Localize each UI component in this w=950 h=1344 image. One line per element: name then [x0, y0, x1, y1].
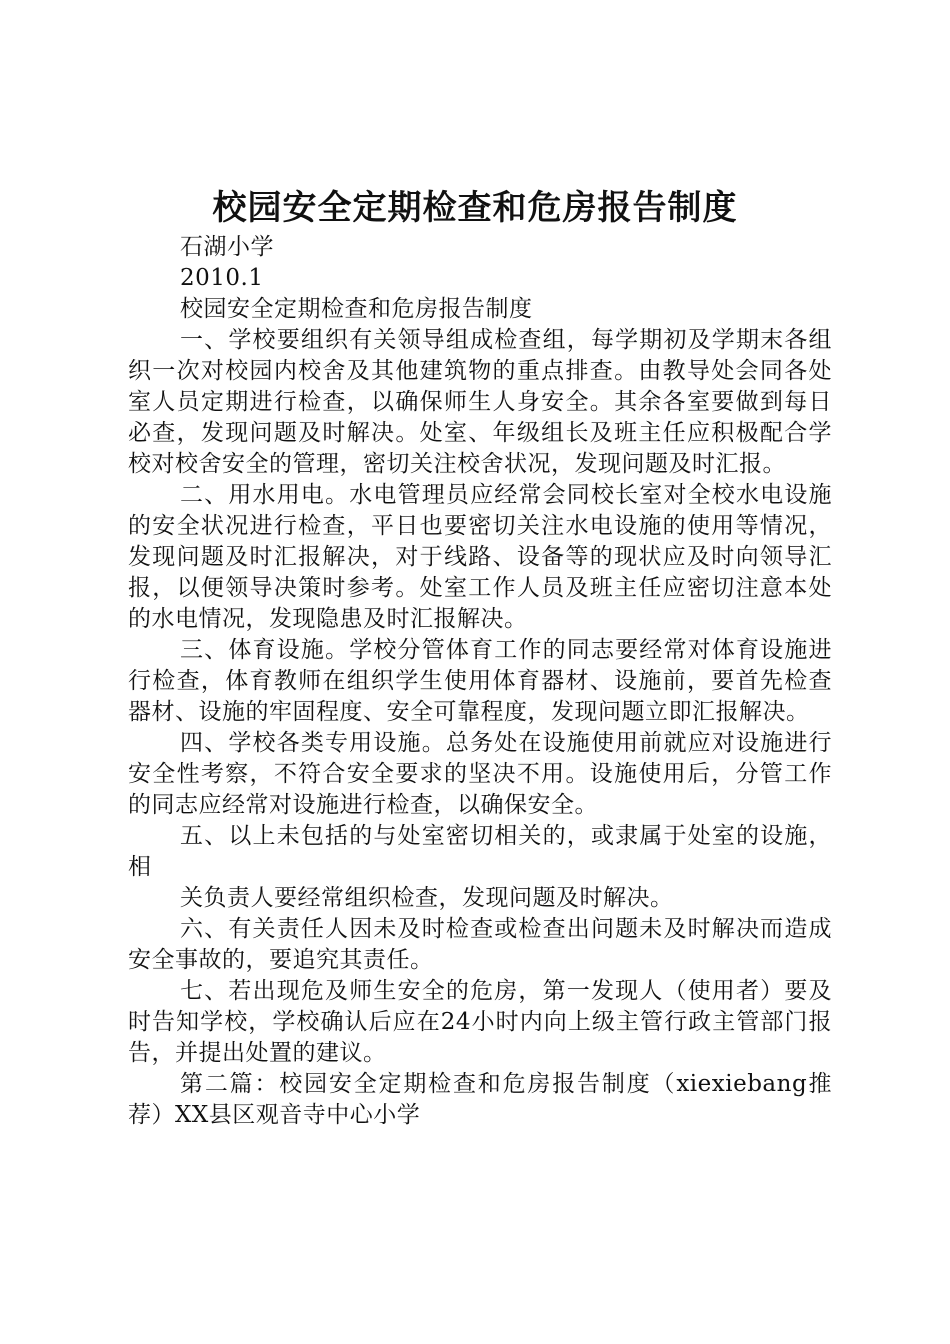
- paragraph-2: 二、用水用电。水电管理员应经常会同校长室对全校水电设施的安全状况进行检查，平日也要密切关注水电设施的使用等情况，发现问题及时汇报解决，对于线路、设备等的现状应及时向领导汇报，以便领导决策时参考。处室工作人员及班主任应密切注意本处的水电情况，发现隐患及时汇报解决。: [128, 482, 832, 632]
- next-section-heading: 第二篇：校园安全定期检查和危房报告制度（xiexiebang推荐）XX县区观音寺中心小学: [128, 1071, 832, 1128]
- paragraph-3: 三、体育设施。学校分管体育工作的同志要经常对体育设施进行检查，体育教师在组织学生使用体育器材、设施前，要首先检查器材、设施的牢固程度、安全可靠程度，发现问题立即汇报解决。: [128, 637, 832, 725]
- paragraph-5-continuation: 关负责人要经常组织检查，发现问题及时解决。: [180, 885, 674, 911]
- paragraph-5: 五、以上未包括的与处室密切相关的，或隶属于处室的设施，相: [128, 823, 832, 880]
- document-body: [128, 232, 832, 1131]
- paragraph-4: 四、学校各类专用设施。总务处在设施使用前就应对设施进行安全性考察，不符合安全要求的坚决不用。设施使用后，分管工作的同志应经常对设施进行检查，以确保安全。: [128, 730, 832, 818]
- document-subtitle: 校园安全定期检查和危房报告制度: [180, 296, 533, 322]
- paragraph-7: 七、若出现危及师生安全的危房，第一发现人（使用者）要及时告知学校，学校确认后应在24小时内向上级主管行政主管部门报告，并提出处置的建议。: [128, 978, 832, 1066]
- paragraph-6: 六、有关责任人因未及时检查或检查出问题未及时解决而造成安全事故的，要追究其责任。: [128, 916, 832, 973]
- document-title: 校园安全定期检查和危房报告制度: [212, 188, 738, 228]
- document-date: 2010.1: [180, 265, 264, 291]
- paragraph-1: 一、学校要组织有关领导组成检查组，每学期初及学期末各组织一次对校园内校舍及其他建筑物的重点排查。由教导处会同各处室人员定期进行检查，以确保师生人身安全。其余各室要做到每日必查，发现问题及时解决。处室、年级组长及班主任应积极配合学校对校舍安全的管理，密切关注校舍状况，发现问题及时汇报。: [128, 327, 832, 477]
- school-name: 石湖小学: [180, 234, 274, 260]
